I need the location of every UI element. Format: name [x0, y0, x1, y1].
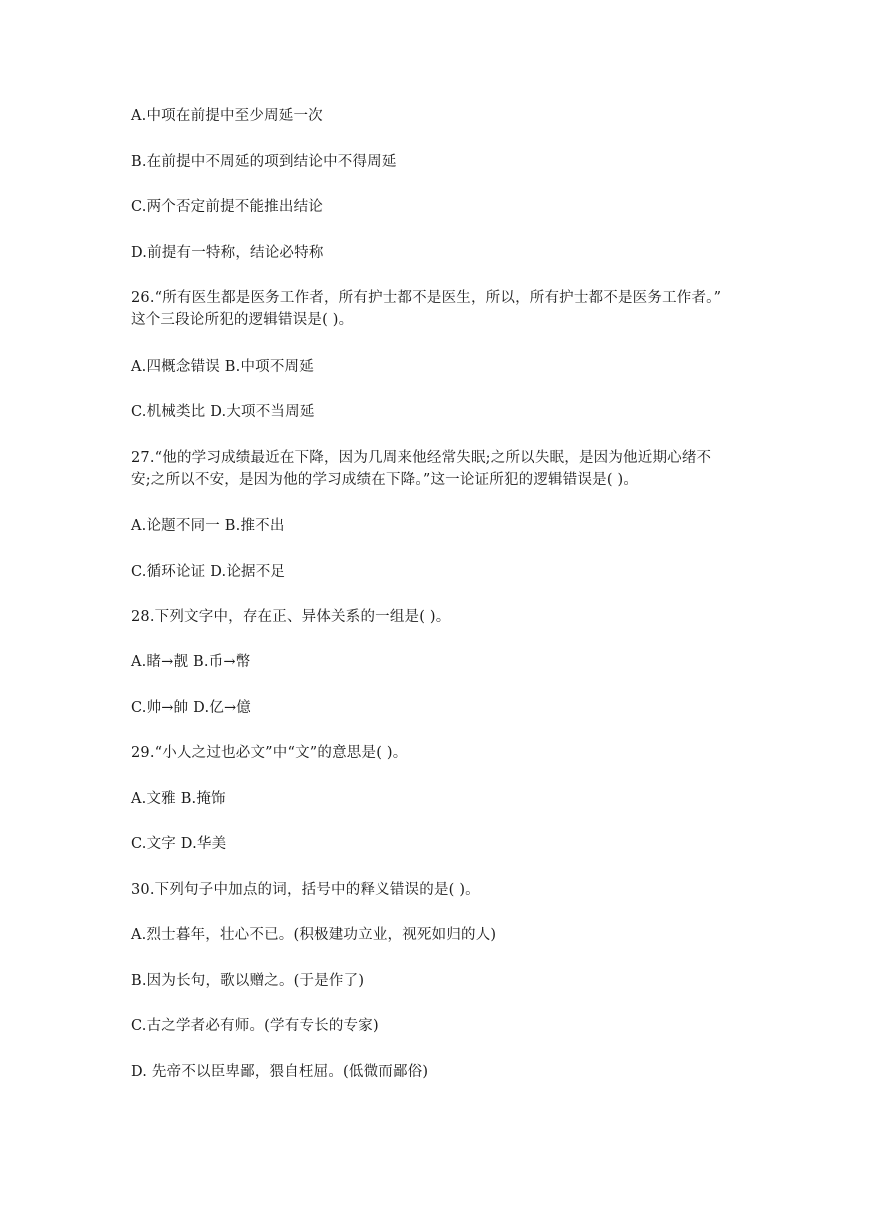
question-28: 28.下列文字中，存在正、异体关系的一组是( )。 [131, 609, 451, 625]
options-q28-ab: A.睹→靓 B.币→幣 [131, 654, 251, 670]
option-a-q25: A.中项在前提中至少周延一次 [131, 108, 323, 124]
option-b-q30: B.因为长句，歌以赠之。(于是作了) [131, 973, 365, 989]
option-d-q25: D.前提有一特称，结论必特称 [131, 245, 324, 261]
options-q26-ab: A.四概念错误 B.中项不周延 [131, 359, 314, 375]
question-27-line2: 安;之所以不安，是因为他的学习成绩在下降。”这一论证所犯的逻辑错误是( )。 [131, 472, 639, 488]
question-26-line2: 这个三段论所犯的逻辑错误是( )。 [131, 312, 354, 328]
options-q29-ab: A.文雅 B.掩饰 [131, 791, 226, 807]
question-29: 29.“小人之过也必文”中“文”的意思是( )。 [131, 745, 408, 761]
option-c-q30: C.古之学者必有师。(学有专长的专家) [131, 1018, 379, 1034]
option-c-q25: C.两个否定前提不能推出结论 [131, 199, 323, 215]
options-q27-ab: A.论题不同一 B.推不出 [131, 518, 285, 534]
options-q26-cd: C.机械类比 D.大项不当周延 [131, 404, 315, 420]
options-q29-cd: C.文字 D.华美 [131, 836, 227, 852]
options-q27-cd: C.循环论证 D.论据不足 [131, 564, 286, 580]
options-q28-cd: C.帅→帥 D.亿→億 [131, 700, 252, 716]
question-30: 30.下列句子中加点的词，括号中的释义错误的是( )。 [131, 882, 480, 898]
option-b-q25: B.在前提中不周延的项到结论中不得周延 [131, 154, 397, 170]
option-d-q30: D. 先帝不以臣卑鄙，猥自枉屈。(低微而鄙俗) [131, 1064, 429, 1080]
question-26-line1: 26.“所有医生都是医务工作者，所有护士都不是医生，所以，所有护士都不是医务工作者。” [131, 290, 722, 306]
question-27-line1: 27.“他的学习成绩最近在下降，因为几周来他经常失眠;之所以失眠，是因为他近期心绪不 [131, 450, 712, 466]
option-a-q30: A.烈士暮年，壮心不已。(积极建功立业，视死如归的人) [131, 927, 497, 943]
